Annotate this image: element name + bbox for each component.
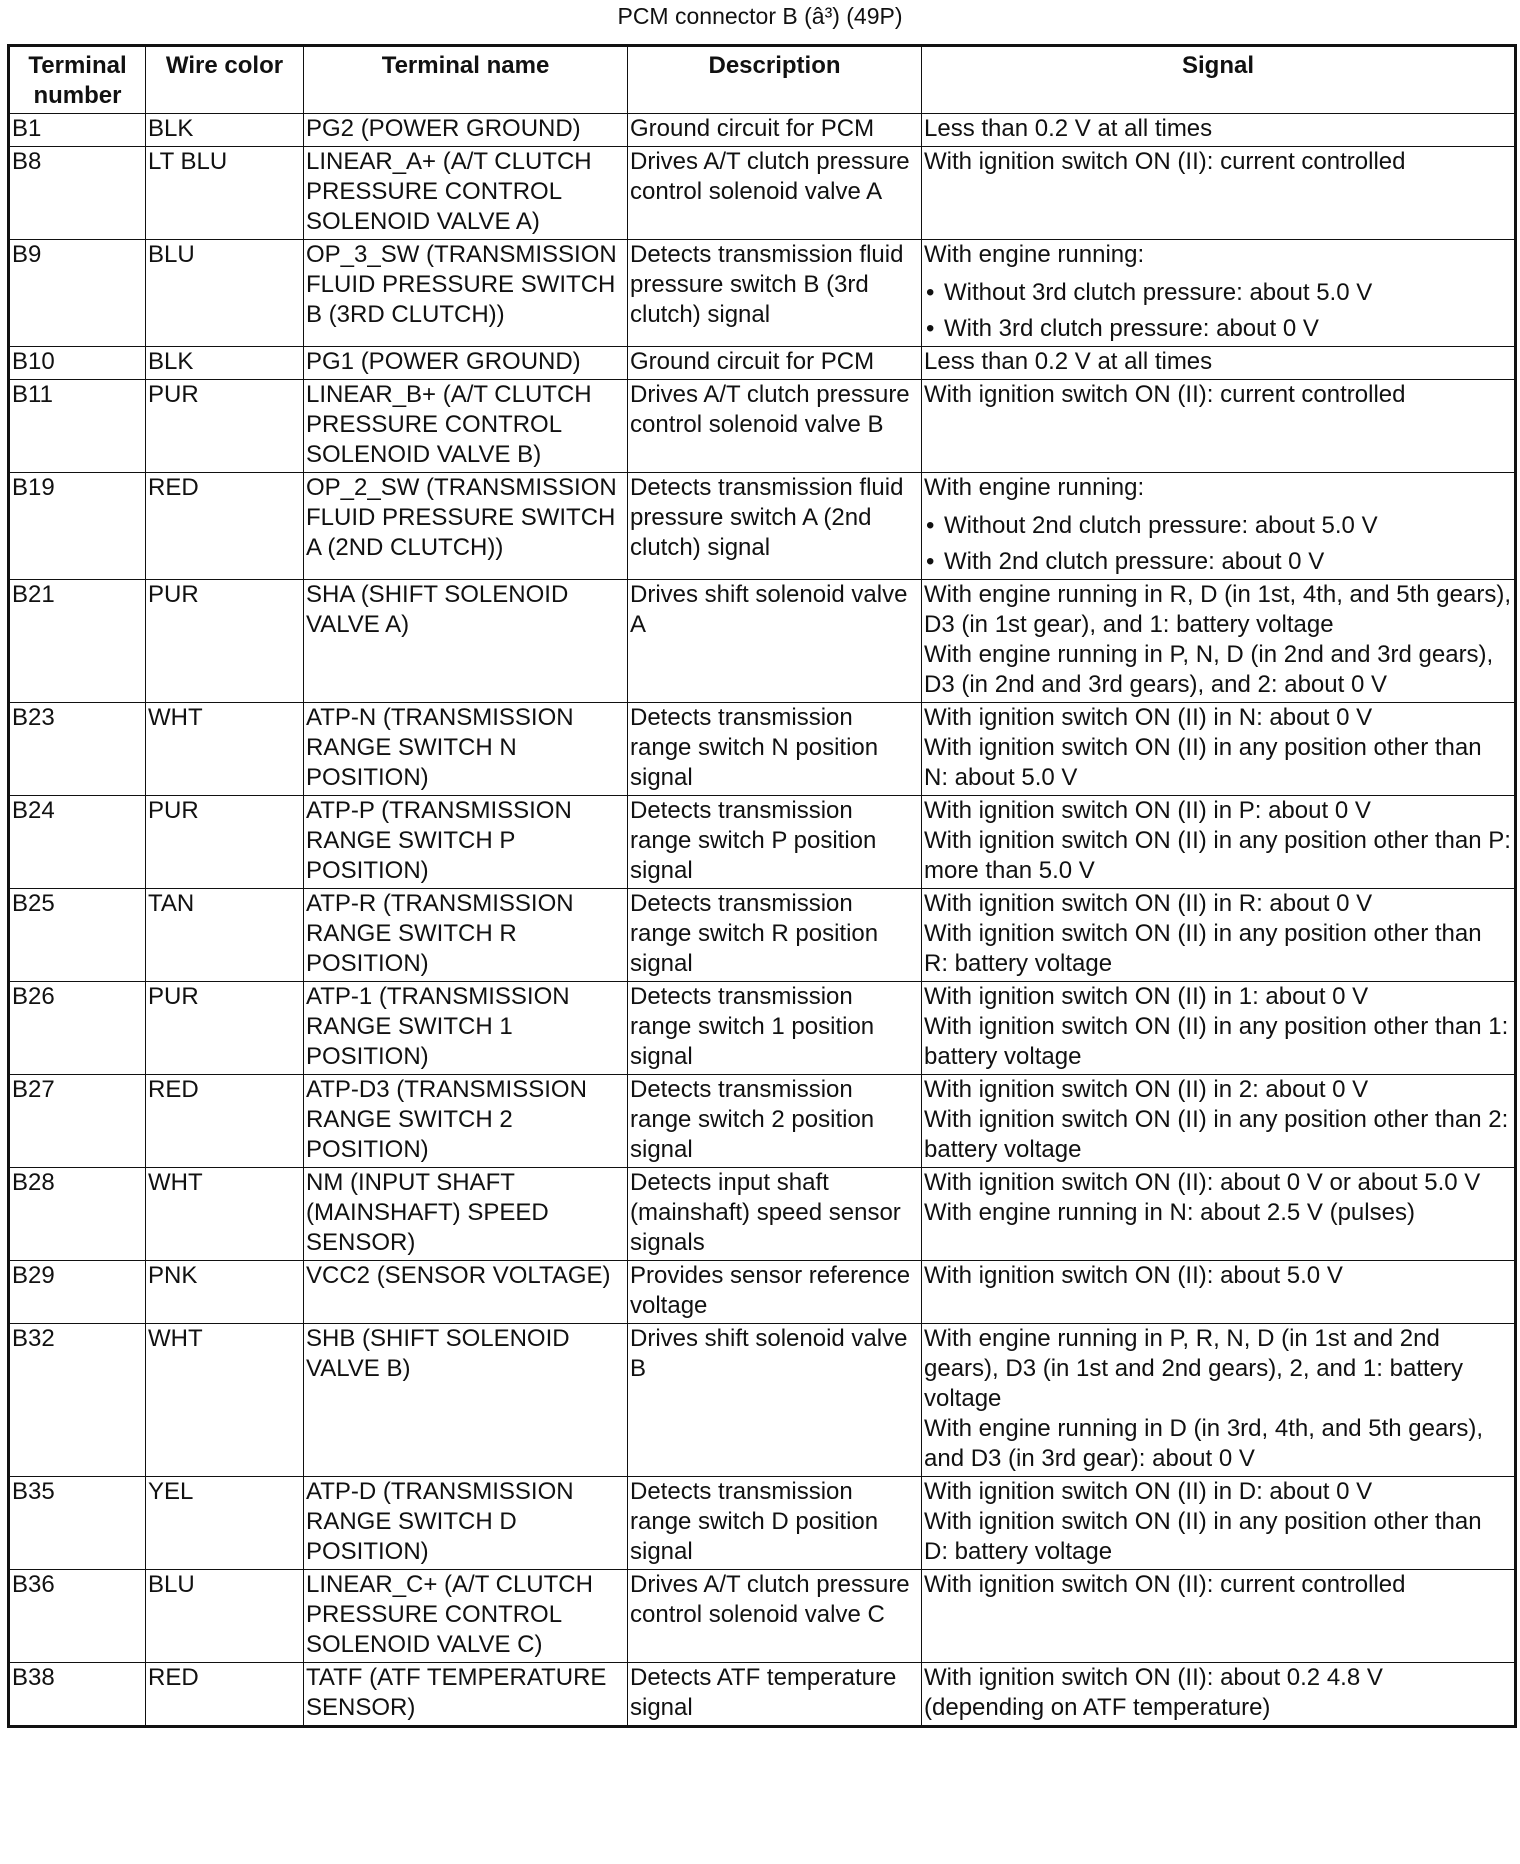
description-cell: Drives A/T clutch pressure control solenoid valve B [628,380,922,473]
table-caption: PCM connector B (â³) (49P) [617,3,903,29]
table-row [9,1570,1516,1663]
wire-color-cell: PUR [146,380,304,473]
terminal-cell: B11 [9,380,146,473]
terminal-cell: B36 [9,1570,146,1663]
signal-line: With ignition switch ON (II): about 0 V or about 5.0 V [924,1169,1481,1196]
terminal-name-cell: OP_2_SW (TRANSMISSION FLUID PRESSURE SWITCH A (2ND CLUTCH)) [304,473,628,580]
description-cell: Detects transmission fluid pressure switch A (2nd clutch) signal [628,473,922,580]
wire-color-cell: WHT [146,703,304,796]
terminal-name-cell: SHB (SHIFT SOLENOID VALVE B) [304,1324,628,1477]
wire-color-cell: WHT [146,1168,304,1261]
header-signal: Signal [922,46,1516,114]
signal-cell [922,1663,1516,1727]
terminal-cell: B23 [9,703,146,796]
wire-color-cell: BLU [146,240,304,347]
terminal-cell: B24 [9,796,146,889]
terminal-cell: B8 [9,147,146,240]
bullet-icon: • [926,279,935,306]
signal-line: With ignition switch ON (II) in 2: about 0 V [924,1076,1369,1103]
description-cell: Detects transmission range switch N position signal [628,703,922,796]
signal-cell [922,982,1516,1075]
table-row [9,796,1516,889]
signal-bullet-item [924,278,1512,308]
terminal-name-cell: ATP-N (TRANSMISSION RANGE SWITCH N POSITION) [304,703,628,796]
bullet-icon: • [926,315,935,342]
signal-line: With engine running in P, N, D (in 2nd and 3rd gears), D3 (in 2nd and 3rd gears), and 2: about 0 V [924,641,1494,698]
signal-line: With ignition switch ON (II) in N: about 0 V [924,704,1373,731]
signal-line: With ignition switch ON (II) in any position other than R: battery voltage [924,920,1482,977]
table-row [9,1261,1516,1324]
description-cell: Detects ATF temperature signal [628,1663,922,1727]
terminal-cell: B26 [9,982,146,1075]
table-row [9,1168,1516,1261]
signal-cell [922,473,1516,580]
signal-line: With ignition switch ON (II) in any position other than 1: battery voltage [924,1013,1509,1070]
wire-color-cell: LT BLU [146,147,304,240]
signal-cell [922,1324,1516,1477]
description-cell: Detects transmission range switch 2 position signal [628,1075,922,1168]
wire-color-cell: RED [146,1075,304,1168]
signal-bullet-item [924,314,1512,344]
signal-bullet-text: Without 2nd clutch pressure: about 5.0 V [944,512,1378,539]
table-row [9,580,1516,703]
table-row [9,347,1516,380]
terminal-cell: B27 [9,1075,146,1168]
description-cell: Drives A/T clutch pressure control solenoid valve A [628,147,922,240]
wire-color-cell: PUR [146,796,304,889]
terminal-cell: B32 [9,1324,146,1477]
signal-cell [922,703,1516,796]
description-cell: Detects transmission range switch D position signal [628,1477,922,1570]
signal-line: With ignition switch ON (II) in 1: about 0 V [924,983,1369,1010]
terminal-cell: B38 [9,1663,146,1727]
table-row [9,114,1516,147]
wire-color-cell: PUR [146,982,304,1075]
signal-intro: With engine running: [924,241,1145,268]
terminal-name-cell: LINEAR_C+ (A/T CLUTCH PRESSURE CONTROL SOLENOID VALVE C) [304,1570,628,1663]
signal-cell [922,889,1516,982]
signal-line: (depending on ATF temperature) [924,1694,1271,1721]
terminal-name-cell: LINEAR_A+ (A/T CLUTCH PRESSURE CONTROL SOLENOID VALVE A) [304,147,628,240]
bullet-icon: • [926,512,935,539]
description-cell: Detects transmission fluid pressure switch B (3rd clutch) signal [628,240,922,347]
wire-color-cell: PUR [146,580,304,703]
signal-cell [922,1168,1516,1261]
table-row [9,147,1516,240]
description-cell: Drives shift solenoid valve B [628,1324,922,1477]
terminal-name-cell: NM (INPUT SHAFT (MAINSHAFT) SPEED SENSOR) [304,1168,628,1261]
table-row [9,473,1516,580]
signal-line: With ignition switch ON (II) in P: about 0 V [924,797,1371,824]
signal-line: With ignition switch ON (II): about 0.2 4.8 V [924,1664,1383,1691]
table-row [9,982,1516,1075]
wire-color-cell: BLU [146,1570,304,1663]
description-cell: Detects transmission range switch 1 position signal [628,982,922,1075]
table-row [9,240,1516,347]
table-row [9,1477,1516,1570]
terminal-cell: B28 [9,1168,146,1261]
description-cell: Ground circuit for PCM [628,347,922,380]
signal-bullet-item [924,511,1512,541]
signal-cell: With ignition switch ON (II): current controlled [922,1570,1516,1663]
table-row [9,1663,1516,1727]
terminal-cell: B25 [9,889,146,982]
header-description: Description [628,46,922,114]
table-body [9,114,1516,1727]
terminal-cell: B21 [9,580,146,703]
terminal-name-cell: ATP-D (TRANSMISSION RANGE SWITCH D POSITION) [304,1477,628,1570]
description-cell: Detects input shaft (mainshaft) speed sensor signals [628,1168,922,1261]
description-cell: Detects transmission range switch R position signal [628,889,922,982]
signal-line: With ignition switch ON (II) in any position other than P: more than 5.0 V [924,827,1511,884]
signal-bullet-item [924,547,1512,577]
table-row [9,380,1516,473]
terminal-cell: B10 [9,347,146,380]
signal-cell [922,1075,1516,1168]
signal-cell: Less than 0.2 V at all times [922,347,1516,380]
terminal-name-cell: TATF (ATF TEMPERATURE SENSOR) [304,1663,628,1727]
wire-color-cell: PNK [146,1261,304,1324]
terminal-name-cell: ATP-P (TRANSMISSION RANGE SWITCH P POSITION) [304,796,628,889]
terminal-name-cell: SHA (SHIFT SOLENOID VALVE A) [304,580,628,703]
signal-bullet-text: With 3rd clutch pressure: about 0 V [944,315,1319,342]
terminal-name-cell: PG2 (POWER GROUND) [304,114,628,147]
signal-cell: Less than 0.2 V at all times [922,114,1516,147]
signal-line: With engine running in N: about 2.5 V (pulses) [924,1199,1415,1226]
wire-color-cell: BLK [146,114,304,147]
signal-line: With ignition switch ON (II) in R: about 0 V [924,890,1373,917]
signal-line: With engine running in R, D (in 1st, 4th, and 5th gears), D3 (in 1st gear), and 1: battery voltage [924,581,1511,638]
description-cell: Ground circuit for PCM [628,114,922,147]
wire-color-cell: RED [146,1663,304,1727]
signal-line: With engine running in D (in 3rd, 4th, and 5th gears), and D3 (in 3rd gear): about 0 V [924,1415,1483,1472]
terminal-name-cell: OP_3_SW (TRANSMISSION FLUID PRESSURE SWITCH B (3RD CLUTCH)) [304,240,628,347]
terminal-cell: B9 [9,240,146,347]
wire-color-cell: WHT [146,1324,304,1477]
pcm-connector-table [7,44,1517,1728]
signal-cell [922,240,1516,347]
description-cell: Provides sensor reference voltage [628,1261,922,1324]
table-row [9,1075,1516,1168]
wire-color-cell: BLK [146,347,304,380]
terminal-name-cell: LINEAR_B+ (A/T CLUTCH PRESSURE CONTROL SOLENOID VALVE B) [304,380,628,473]
terminal-cell: B29 [9,1261,146,1324]
signal-line: With ignition switch ON (II) in any position other than D: battery voltage [924,1508,1482,1565]
signal-intro: With engine running: [924,474,1145,501]
header-terminal-name: Terminal name [304,46,628,114]
description-cell: Drives A/T clutch pressure control solenoid valve C [628,1570,922,1663]
terminal-name-cell: ATP-D3 (TRANSMISSION RANGE SWITCH 2 POSITION) [304,1075,628,1168]
signal-cell [922,1477,1516,1570]
signal-line: With engine running in P, R, N, D (in 1st and 2nd gears), D3 (in 1st and 2nd gears), 2, and 1: battery voltage [924,1325,1463,1412]
signal-cell: With ignition switch ON (II): current controlled [922,147,1516,240]
terminal-name-cell: PG1 (POWER GROUND) [304,347,628,380]
signal-line: With ignition switch ON (II) in D: about 0 V [924,1478,1373,1505]
terminal-cell: B19 [9,473,146,580]
terminal-name-cell: ATP-1 (TRANSMISSION RANGE SWITCH 1 POSITION) [304,982,628,1075]
signal-cell: With ignition switch ON (II): about 5.0 V [922,1261,1516,1324]
signal-line: With ignition switch ON (II) in any position other than N: about 5.0 V [924,734,1482,791]
description-cell: Drives shift solenoid valve A [628,580,922,703]
terminal-name-cell: VCC2 (SENSOR VOLTAGE) [304,1261,628,1324]
table-row [9,703,1516,796]
description-cell: Detects transmission range switch P position signal [628,796,922,889]
bullet-icon: • [926,548,935,575]
signal-cell [922,796,1516,889]
header-terminal-number: Terminal number [9,46,146,114]
table-row [9,1324,1516,1477]
signal-line: With ignition switch ON (II) in any position other than 2: battery voltage [924,1106,1509,1163]
wire-color-cell: RED [146,473,304,580]
header-wire-color: Wire color [146,46,304,114]
header-row [9,46,1516,114]
signal-bullet-text: Without 3rd clutch pressure: about 5.0 V [944,279,1373,306]
wire-color-cell: TAN [146,889,304,982]
terminal-name-cell: ATP-R (TRANSMISSION RANGE SWITCH R POSITION) [304,889,628,982]
signal-cell: With ignition switch ON (II): current controlled [922,380,1516,473]
table-row [9,889,1516,982]
wire-color-cell: YEL [146,1477,304,1570]
terminal-cell: B35 [9,1477,146,1570]
terminal-cell: B1 [9,114,146,147]
signal-bullet-text: With 2nd clutch pressure: about 0 V [944,548,1325,575]
signal-cell [922,580,1516,703]
